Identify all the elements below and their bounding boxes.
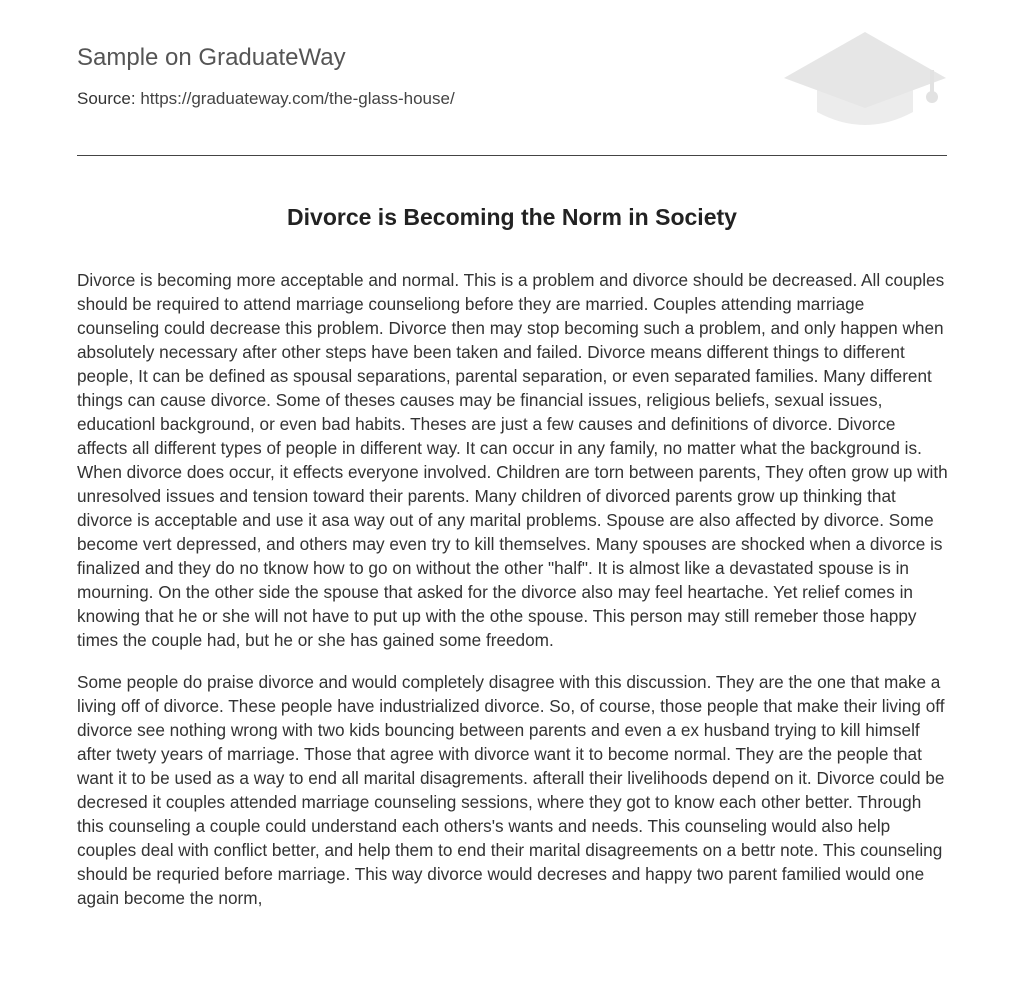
site-title: Sample on GraduateWay [77,44,346,71]
header-divider [77,155,947,156]
source-line [77,89,455,109]
article-body [77,268,949,928]
paragraph: Divorce is becoming more acceptable and normal. This is a problem and divorce should be decreased. All couples should be required to attend marriage counseliong before they are married. Couples attending marriage counseling could decrease this problem. Divorce then may stop becoming such a problem, and only happen when absolutely necessary after other steps have been taken and failed. Divorce means different things to different people, It can be defined as spousal separations, parental separation, or even separated families. Many different things can cause divorce. Some of theses causes may be financial issues, religious beliefs, sexual issues, educationl background, or even bad habits. Theses are just a few causes and definitions of divorce. Divorce affects all different types of people in different way. It can occur in any family, no matter what the background is. When divorce does occur, it effects everyone involved. Children are torn between parents, They often grow up with unresolved issues and tension toward their parents. Many children of divorced parents grow up thinking that divorce is acceptable and use it asa way out of any marital problems. Spouse are also affected by divorce. Some become vert depressed, and others may even try to kill themselves. Many spouses are shocked when a divorce is finalized and they do no tknow how to go on without the other "half". It is almost like a devastated spouse is in mourning. On the other side the spouse that asked for the divorce also may feel heartache. Yet relief comes in knowing that he or she will not have to put up with the othe spouse. This person may still remeber those happy times the couple had, but he or she has gained some freedom. [77,270,948,650]
source-link[interactable]: https://graduateway.com/the-glass-house/ [140,89,455,108]
page-header [77,0,947,156]
source-label: Source: [77,89,141,108]
paragraph: Some people do praise divorce and would completely disagree with this discussion. They are the one that make a living off of divorce. These people have industrialized divorce. So, of course, those people that make their living off divorce see nothing wrong with two kids bouncing between parents and even a ex husband trying to kill himself after twety years of marriage. Those that agree with divorce want it to become normal. They are the people that want it to be used as a way to end all marital disagrements. afterall their livelihoods depend on it. Divorce could be decresed it couples attended marriage counseling sessions, where they got to know each other better. Through this counseling a couple could understand each others's wants and needs. This counseling would also help couples deal with conflict better, and help them to end their marital disagreements on a bettr note. This counseling should be requried before marriage. This way divorce would decreses and happy two parent familied would one again become the norm, [77,672,945,908]
article-title: Divorce is Becoming the Norm in Society [287,204,737,230]
graduation-cap-icon [782,30,948,134]
